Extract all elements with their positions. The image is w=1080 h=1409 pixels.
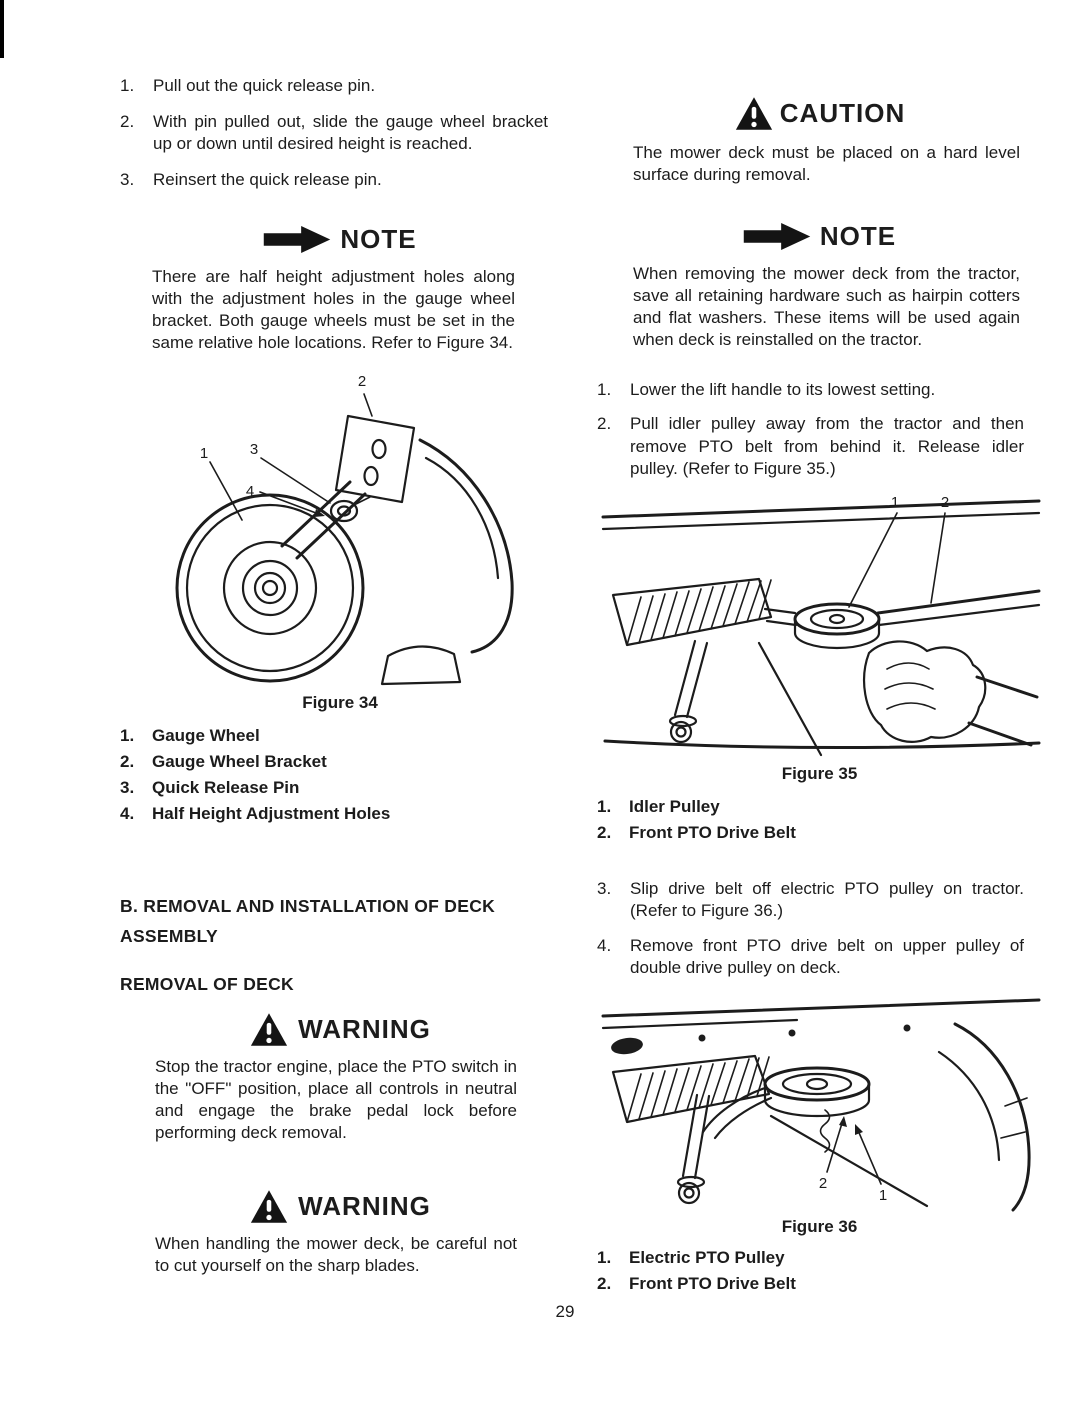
left-column [120,75,560,1277]
figure-callout: 1 [890,493,900,511]
caution-triangle-icon [734,95,774,132]
figure-35-leader-lines [849,513,945,607]
step-text: With pin pulled out, slide the gauge wheel bracket up or down until desired height is reached. [153,111,548,153]
list-item [597,935,1042,980]
legend-item [597,820,1042,846]
legend-text: Front PTO Drive Belt [629,822,796,842]
legend-item [120,801,560,827]
page-number: 29 [555,1302,575,1321]
warning-triangle-icon [249,1188,289,1225]
right-column [597,85,1042,1297]
warning-heading [120,1188,560,1225]
legend-number: 2. [597,1273,612,1293]
figure-callout: 1 [199,444,209,462]
figure-34-legend [120,723,560,827]
step-number: 1. [597,379,612,399]
tractor-tire-drawing [939,1024,1029,1210]
step-number: 1. [120,76,135,95]
figure-34-illustration [120,370,560,692]
list-item [120,169,560,192]
height-adjustment-steps [120,75,560,191]
legend-number: 3. [120,777,135,797]
figure-35-legend [597,794,1042,846]
list-item [597,379,1042,402]
note-heading [597,222,1042,251]
legend-item [597,794,1042,820]
figure-35-caption: Figure 35 [781,763,858,783]
note-arrow-icon [263,226,331,253]
figure-36-illustration [597,988,1042,1216]
legend-text: Half Height Adjustment Holes [152,803,391,823]
figure-callout: 2 [940,493,950,511]
caution-heading [597,95,1042,132]
figure-callout: 1 [878,1186,888,1204]
figure-callout: 2 [818,1174,828,1192]
deck-edge-drawing [603,501,1039,755]
support-rod-drawing [670,641,707,742]
note-body-text: When removing the mower deck from the tractor, save all retaining hardware such as hairpin cotters and flat washers. These items will be used again when deck is reinstalled on the tractor. [633,263,1020,349]
list-item [120,75,560,98]
warning-triangle-icon [249,1011,289,1048]
figure-callout: 3 [249,440,259,458]
figure-callout: 4 [245,482,255,500]
quick-release-pin-drawing [331,497,370,521]
figure-36-legend [597,1245,1042,1297]
scan-edge-artifact [0,0,4,58]
legend-item [597,1271,1042,1297]
step-number: 2. [597,414,612,434]
figure-36-caption: Figure 36 [781,1216,858,1236]
caution-label: CAUTION [779,98,906,129]
legend-number: 1. [597,1247,612,1267]
legend-number: 2. [120,751,135,771]
deck-housing-drawing [382,440,512,684]
step-text: Slip drive belt off electric PTO pulley on tractor. (Refer to Figure 36.) [630,878,1024,921]
legend-item [120,723,560,749]
legend-item [597,1245,1042,1271]
figure-34 [120,370,560,713]
figure-35 [597,491,1042,784]
legend-number: 1. [597,796,612,816]
figure-34-caption: Figure 34 [302,692,378,712]
legend-text: Front PTO Drive Belt [629,1273,796,1293]
section-b-title: B. REMOVAL AND INSTALLATION OF DECK ASSEMBLY [120,895,496,946]
electric-pto-pulley-drawing [765,1068,869,1152]
figure-36 [597,988,1042,1237]
warning-label: WARNING [298,1013,431,1044]
step-number: 3. [597,878,612,898]
note-label: NOTE [819,221,897,251]
legend-number: 4. [120,803,135,823]
note-heading [120,225,560,254]
step-text: Pull out the quick release pin. [153,76,376,95]
legend-text: Gauge Wheel Bracket [152,751,327,771]
note-arrow-icon [743,223,811,250]
legend-item [120,749,560,775]
gauge-wheel-drawing [177,482,365,681]
warning-body-text: Stop the tractor engine, place the PTO switch in the "OFF" position, place all controls in neutral and engage the brake pedal lock before performing deck removal. [155,1056,517,1142]
legend-number: 2. [597,822,612,842]
step-text: Pull idler pulley away from the tractor and then remove PTO belt from behind it. Release idler pulley. (Refer to Figure 35.) [630,414,1024,479]
gauge-wheel-bracket-drawing [336,416,414,502]
caution-body-text: The mower deck must be placed on a hard level surface during removal. [633,143,1020,184]
legend-text: Gauge Wheel [152,725,260,745]
note-label: NOTE [340,224,417,254]
figure-35-illustration [597,491,1042,763]
warning-label: WARNING [298,1190,431,1221]
legend-text: Idler Pulley [629,796,720,816]
legend-text: Electric PTO Pulley [629,1247,785,1267]
legend-text: Quick Release Pin [152,777,300,797]
note-body-text: There are half height adjustment holes along with the adjustment holes in the gauge wheel bracket. Both gauge wheels must be set in the same relative hole locations. Refer to Figure 34. [152,266,515,352]
legend-number: 1. [120,725,135,745]
warning-heading [120,1011,560,1048]
list-item [120,111,560,156]
step-number: 3. [120,169,135,189]
list-item [597,413,1042,481]
hand-drawing [864,641,1037,745]
step-number: 2. [120,111,135,131]
step-text: Lower the lift handle to its lowest setting. [630,379,936,399]
figure-callout: 2 [357,372,367,390]
deck-hatch-drawing [613,579,771,645]
idler-pulley-drawing [795,604,879,648]
step-number: 4. [597,935,612,955]
step-text: Remove front PTO drive belt on upper pulley of double drive pulley on deck. [630,935,1024,978]
step-text: Reinsert the quick release pin. [153,169,382,189]
legend-item [120,775,560,801]
warning-body-text: When handling the mower deck, be careful not to cut yourself on the sharp blades. [155,1233,517,1275]
removal-of-deck-title: REMOVAL OF DECK [120,973,294,994]
list-item [597,878,1042,923]
